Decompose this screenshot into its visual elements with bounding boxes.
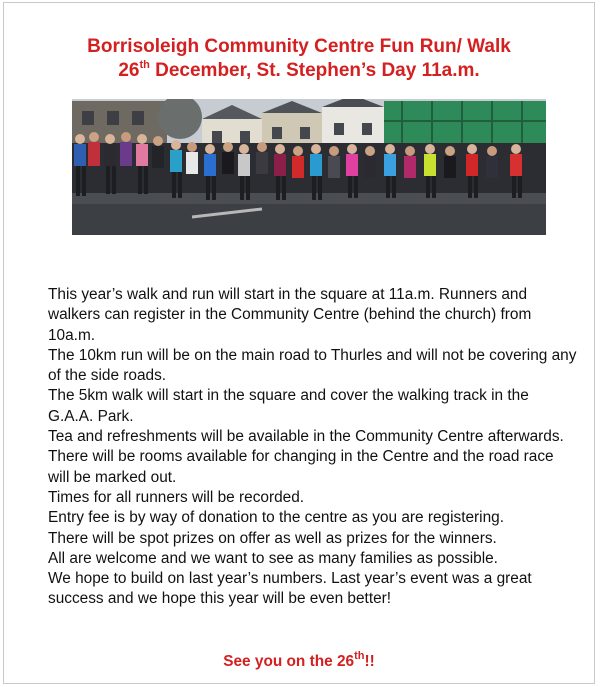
detail-last-year: We hope to build on last year’s numbers. Last year’s event was a great success and we hope this year will be even better! bbox=[48, 570, 532, 608]
subtitle-day-suffix: th bbox=[139, 58, 150, 71]
subtitle-rest: December, St. Stephen’s Day 11a.m. bbox=[149, 60, 480, 81]
event-details bbox=[48, 285, 578, 610]
detail-welcome: All are welcome and we want to see as many families as possible. bbox=[48, 549, 498, 567]
detail-changing-rooms: There will be rooms available for changing in the Centre and the road race will be marked out. bbox=[48, 448, 554, 486]
flyer-subtitle bbox=[4, 60, 594, 82]
detail-prizes: There will be spot prizes on offer as well as prizes for the winners. bbox=[48, 529, 497, 547]
subtitle-day: 26 bbox=[118, 60, 140, 81]
flyer-title-text: Borrisoleigh Community Centre Fun Run/ Walk bbox=[87, 36, 511, 57]
closing-end: !! bbox=[364, 653, 375, 670]
detail-5km-route: The 5km walk will start in the square and cover the walking track in the G.A.A. Park. bbox=[48, 387, 529, 425]
detail-times: Times for all runners will be recorded. bbox=[48, 488, 305, 506]
closing-suffix: th bbox=[354, 649, 365, 662]
closing-text: See you on the 26 bbox=[223, 653, 355, 670]
flyer-title bbox=[4, 36, 594, 58]
detail-refreshments: Tea and refreshments will be available in the Community Centre afterwards. bbox=[48, 428, 564, 446]
runners-photo bbox=[72, 99, 546, 235]
detail-entry-fee: Entry fee is by way of donation to the centre as you are registering. bbox=[48, 509, 504, 527]
detail-start: This year’s walk and run will start in the square at 11a.m. Runners and walkers can register in the Community Centre (behind the church) from 10a.m. bbox=[48, 286, 532, 344]
closing-line bbox=[4, 649, 594, 672]
detail-10km-route: The 10km run will be on the main road to Thurles and will not be covering any of the side roads. bbox=[48, 346, 577, 385]
flyer-page bbox=[3, 2, 595, 684]
